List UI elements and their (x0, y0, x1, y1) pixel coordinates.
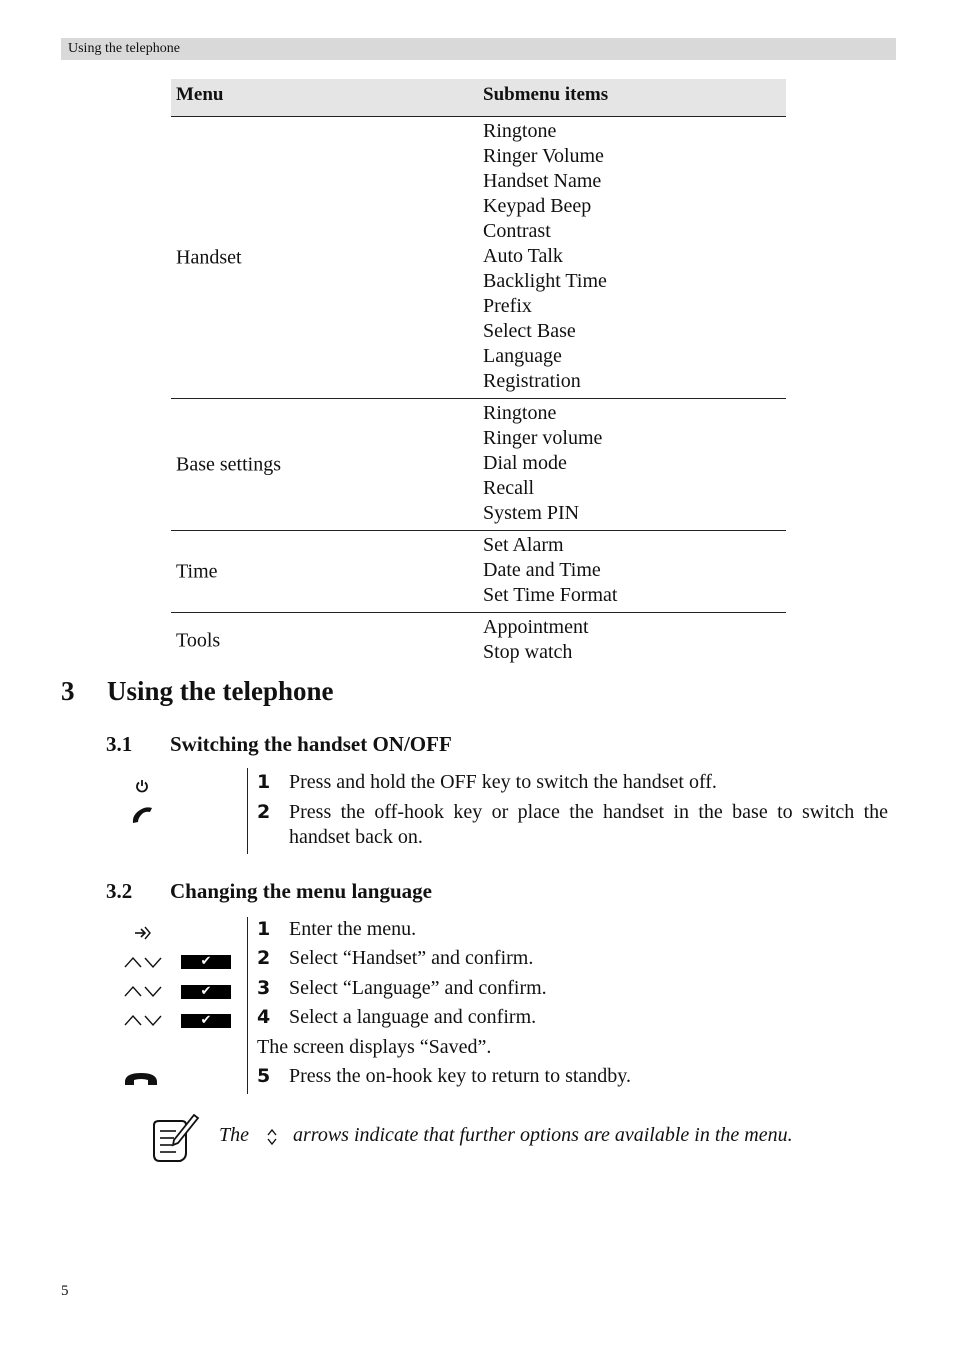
off-hook-icon (130, 805, 154, 825)
step-text: Press and hold the OFF key to switch the handset off. (289, 771, 717, 793)
step (248, 770, 888, 795)
submenu-item: Recall (483, 477, 535, 499)
menu-table (171, 79, 786, 669)
menu-enter-icon (134, 925, 152, 941)
subsection-number: 3.2 (106, 879, 133, 903)
step-number: 3 (257, 977, 271, 999)
submenu-item: System PIN (483, 502, 580, 524)
menu-name: Handset (176, 246, 242, 268)
tip-text-after: arrows indicate that further options are available in the menu. (293, 1124, 793, 1146)
section-number: 3 (61, 676, 75, 706)
submenu-item: Ringtone (483, 120, 557, 142)
step-number: 1 (257, 771, 271, 793)
submenu-item: Date and Time (483, 559, 601, 581)
step-text: Enter the menu. (289, 918, 417, 940)
submenu-item: Appointment (483, 616, 589, 638)
ok-key-icon: ✔ (181, 1014, 231, 1028)
step-number: 2 (257, 947, 271, 969)
menu-table-header (171, 79, 786, 117)
ok-key-icon: ✔ (181, 985, 231, 999)
menu-name: Tools (176, 629, 221, 652)
submenu-item: Language (483, 345, 562, 367)
submenu-item: Contrast (483, 220, 551, 242)
step-text: Select “Language” and confirm. (289, 977, 547, 999)
step (248, 917, 888, 942)
submenu-item: Handset Name (483, 170, 602, 192)
up-down-arrows-icon (123, 1013, 165, 1027)
running-header (61, 38, 896, 60)
steps-31 (247, 768, 888, 854)
step (248, 1005, 888, 1030)
table-row-base-settings (171, 399, 786, 531)
menu-name: Time (176, 560, 218, 582)
submenu-item: Keypad Beep (483, 195, 592, 217)
table-row-time (171, 531, 786, 613)
steps-32 (247, 917, 888, 1094)
section-title: Using the telephone (107, 676, 334, 706)
step (248, 1064, 888, 1089)
step-text: Press the off-hook key or place the handset in the base to switch the handset back on. (289, 801, 888, 848)
step-number: 5 (257, 1065, 271, 1087)
scroll-arrows-icon (266, 1127, 278, 1147)
up-down-arrows-icon (123, 955, 165, 969)
menu-name: Base settings (176, 453, 281, 475)
step-text: Press the on-hook key to return to standby. (289, 1065, 631, 1087)
submenu-item: Select Base (483, 320, 576, 342)
step (248, 946, 888, 971)
step (248, 976, 888, 1001)
submenu-item: Ringer volume (483, 427, 603, 449)
step-number: 2 (257, 801, 271, 823)
submenu-item: Ringer Volume (483, 145, 604, 167)
tip-text (219, 1124, 793, 1147)
submenu-item: Auto Talk (483, 245, 563, 267)
step-text: Select “Handset” and confirm. (289, 947, 534, 969)
table-row-tools (171, 613, 786, 669)
on-hook-icon (124, 1071, 158, 1087)
step (248, 800, 888, 850)
running-header-text: Using the telephone (68, 41, 180, 56)
up-down-arrows-icon (123, 984, 165, 998)
submenu-item: Backlight Time (483, 270, 607, 292)
col-submenu-header: Submenu items (483, 84, 609, 105)
subsection-number: 3.1 (106, 732, 133, 756)
submenu-item: Prefix (483, 295, 532, 317)
subsection-title: Changing the menu language (170, 879, 432, 903)
submenu-item: Set Alarm (483, 534, 564, 556)
table-row-handset (171, 117, 786, 399)
submenu-item: Dial mode (483, 452, 567, 474)
status-note: The screen displays “Saved”. (257, 1036, 492, 1058)
subsection-title: Switching the handset ON/OFF (170, 732, 452, 756)
power-icon (134, 778, 150, 794)
step-number: 1 (257, 918, 271, 940)
ok-key-icon: ✔ (181, 955, 231, 969)
submenu-item: Registration (483, 370, 581, 392)
step-number: 4 (257, 1006, 271, 1028)
submenu-item: Ringtone (483, 402, 557, 424)
col-menu-header: Menu (176, 84, 224, 105)
page-number: 5 (61, 1283, 69, 1299)
tip-text-before: The (219, 1124, 249, 1146)
step-text: Select a language and confirm. (289, 1006, 537, 1028)
submenu-item: Set Time Format (483, 584, 618, 606)
submenu-item: Stop watch (483, 641, 573, 663)
note-pencil-icon (150, 1113, 200, 1165)
